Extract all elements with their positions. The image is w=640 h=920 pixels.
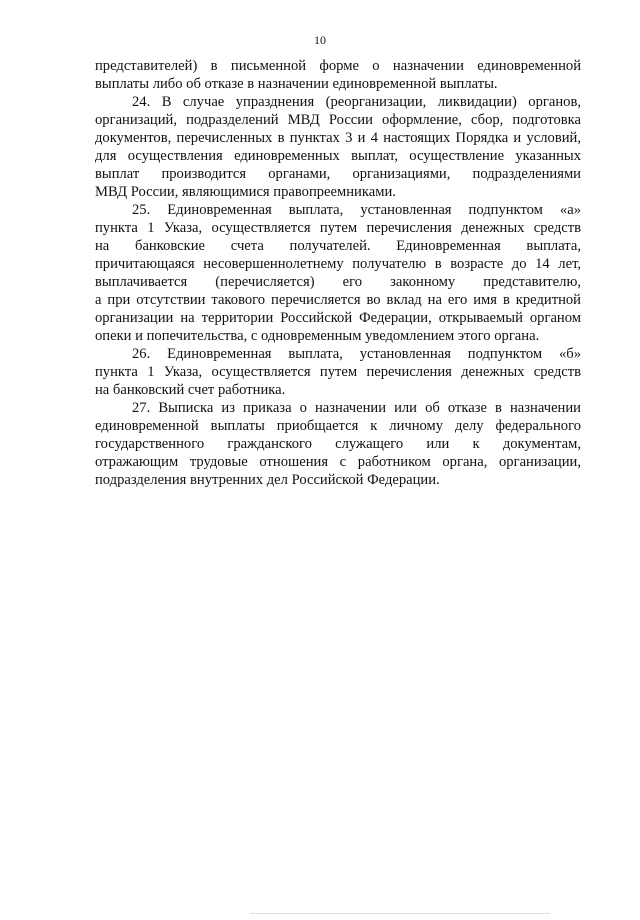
text-line: а при отсутствии такового перечисляется во вклад на его имя в кредитной xyxy=(95,292,581,308)
text-line: выплат производится органами, организациями, подразделениями xyxy=(95,166,581,182)
document-body xyxy=(95,57,581,489)
text-line: организации на территории Российской Федерации, открываемый органом xyxy=(95,310,581,326)
text-line: 25. Единовременная выплата, установленная подпунктом «а» xyxy=(132,202,581,218)
text-line: подразделения внутренних дел Российской Федерации. xyxy=(95,472,440,488)
text-line: представителей) в письменной форме о назначении единовременной xyxy=(95,58,581,74)
text-line: на банковские счета получателей. Единовременная выплата, xyxy=(95,238,581,254)
text-line: выплаты либо об отказе в назначении единовременной выплаты. xyxy=(95,76,498,92)
text-line: выплачивается (перечисляется) его законному представителю, xyxy=(95,274,581,290)
text-line: 27. Выписка из приказа о назначении или об отказе в назначении xyxy=(132,400,581,416)
text-line: на банковский счет работника. xyxy=(95,382,286,398)
text-line: 26. Единовременная выплата, установленная подпунктом «б» xyxy=(132,346,581,362)
text-line: 24. В случае упразднения (реорганизации, ликвидации) органов, xyxy=(132,94,581,110)
scan-edge-line xyxy=(250,913,550,914)
text-line: организаций, подразделений МВД России оформление, сбор, подготовка xyxy=(95,112,581,128)
text-line: государственного гражданского служащего или к документам, xyxy=(95,436,581,452)
text-line: отражающим трудовые отношения с работником органа, организации, xyxy=(95,454,581,470)
text-line: пункта 1 Указа, осуществляется путем перечисления денежных средств xyxy=(95,220,581,236)
text-line: для осуществления единовременных выплат, осуществление указанных xyxy=(95,148,581,164)
text-line: пункта 1 Указа, осуществляется путем перечисления денежных средств xyxy=(95,364,581,380)
text-line: единовременной выплаты приобщается к личному делу федерального xyxy=(95,418,581,434)
text-line: МВД России, являющимися правопреемниками. xyxy=(95,184,396,200)
text-line: причитающаяся несовершеннолетнему получателю в возрасте до 14 лет, xyxy=(95,256,581,272)
text-line: опеки и попечительства, с одновременным уведомлением этого органа. xyxy=(95,328,540,344)
text-line: документов, перечисленных в пунктах 3 и 4 настоящих Порядка и условий, xyxy=(95,130,581,146)
page-number: 10 xyxy=(314,33,326,47)
